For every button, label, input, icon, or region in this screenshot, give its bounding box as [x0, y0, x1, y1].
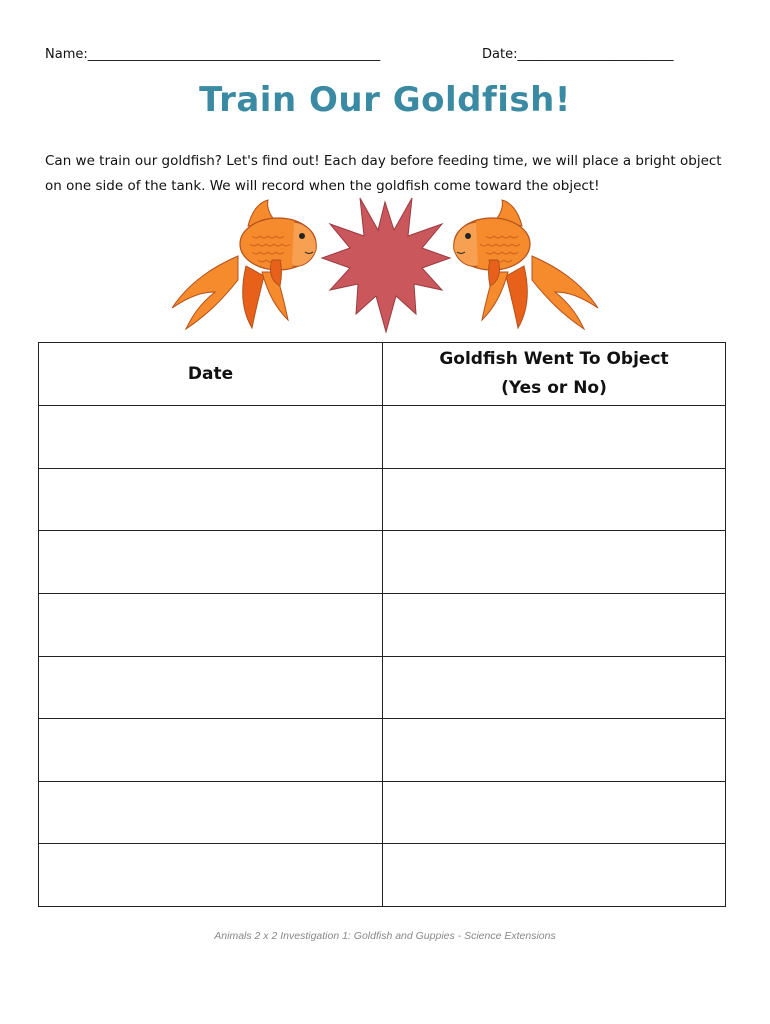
footer-text: Animals 2 x 2 Investigation 1: Goldfish and Guppies - Science Extensions: [214, 930, 556, 942]
table-row: [39, 844, 726, 907]
table-row: [39, 593, 726, 656]
date-cell[interactable]: [39, 781, 383, 844]
date-cell[interactable]: [39, 468, 383, 531]
column-header-result: [383, 343, 726, 406]
date-cell[interactable]: [39, 656, 383, 719]
table-row: [39, 406, 726, 469]
header-line: [45, 47, 710, 69]
column-header-result-line1: Goldfish Went To Object: [439, 349, 669, 369]
table-row: [39, 531, 726, 594]
column-header-result-line2: (Yes or No): [501, 378, 607, 398]
table-row: [39, 468, 726, 531]
date-cell[interactable]: [39, 593, 383, 656]
name-field[interactable]: Name:_____________________________________________: [45, 47, 381, 62]
date-cell[interactable]: [39, 844, 383, 907]
goldfish-icon: [454, 200, 598, 329]
date-cell[interactable]: [39, 531, 383, 594]
table-row: [39, 781, 726, 844]
column-header-date: Date: [39, 343, 383, 406]
page-title: Train Our Goldfish!: [199, 80, 571, 120]
intro-text: Can we train our goldfish? Let's find out! Each day before feeding time, we will place a bright object on one side of the tank. We will record when the goldfish come toward the object!: [45, 153, 722, 194]
table-row: [39, 656, 726, 719]
result-cell[interactable]: [383, 468, 726, 531]
result-cell[interactable]: [383, 406, 726, 469]
result-cell[interactable]: [383, 593, 726, 656]
result-cell[interactable]: [383, 844, 726, 907]
goldfish-icon: [172, 200, 316, 329]
record-table: [38, 342, 726, 907]
illustration: [160, 196, 610, 336]
result-cell[interactable]: [383, 781, 726, 844]
starburst-icon: [322, 198, 450, 332]
table-row: [39, 719, 726, 782]
result-cell[interactable]: [383, 656, 726, 719]
result-cell[interactable]: [383, 531, 726, 594]
date-field[interactable]: Date:________________________: [482, 47, 674, 62]
result-cell[interactable]: [383, 719, 726, 782]
table-header-row: [39, 343, 726, 406]
date-cell[interactable]: [39, 719, 383, 782]
date-cell[interactable]: [39, 406, 383, 469]
